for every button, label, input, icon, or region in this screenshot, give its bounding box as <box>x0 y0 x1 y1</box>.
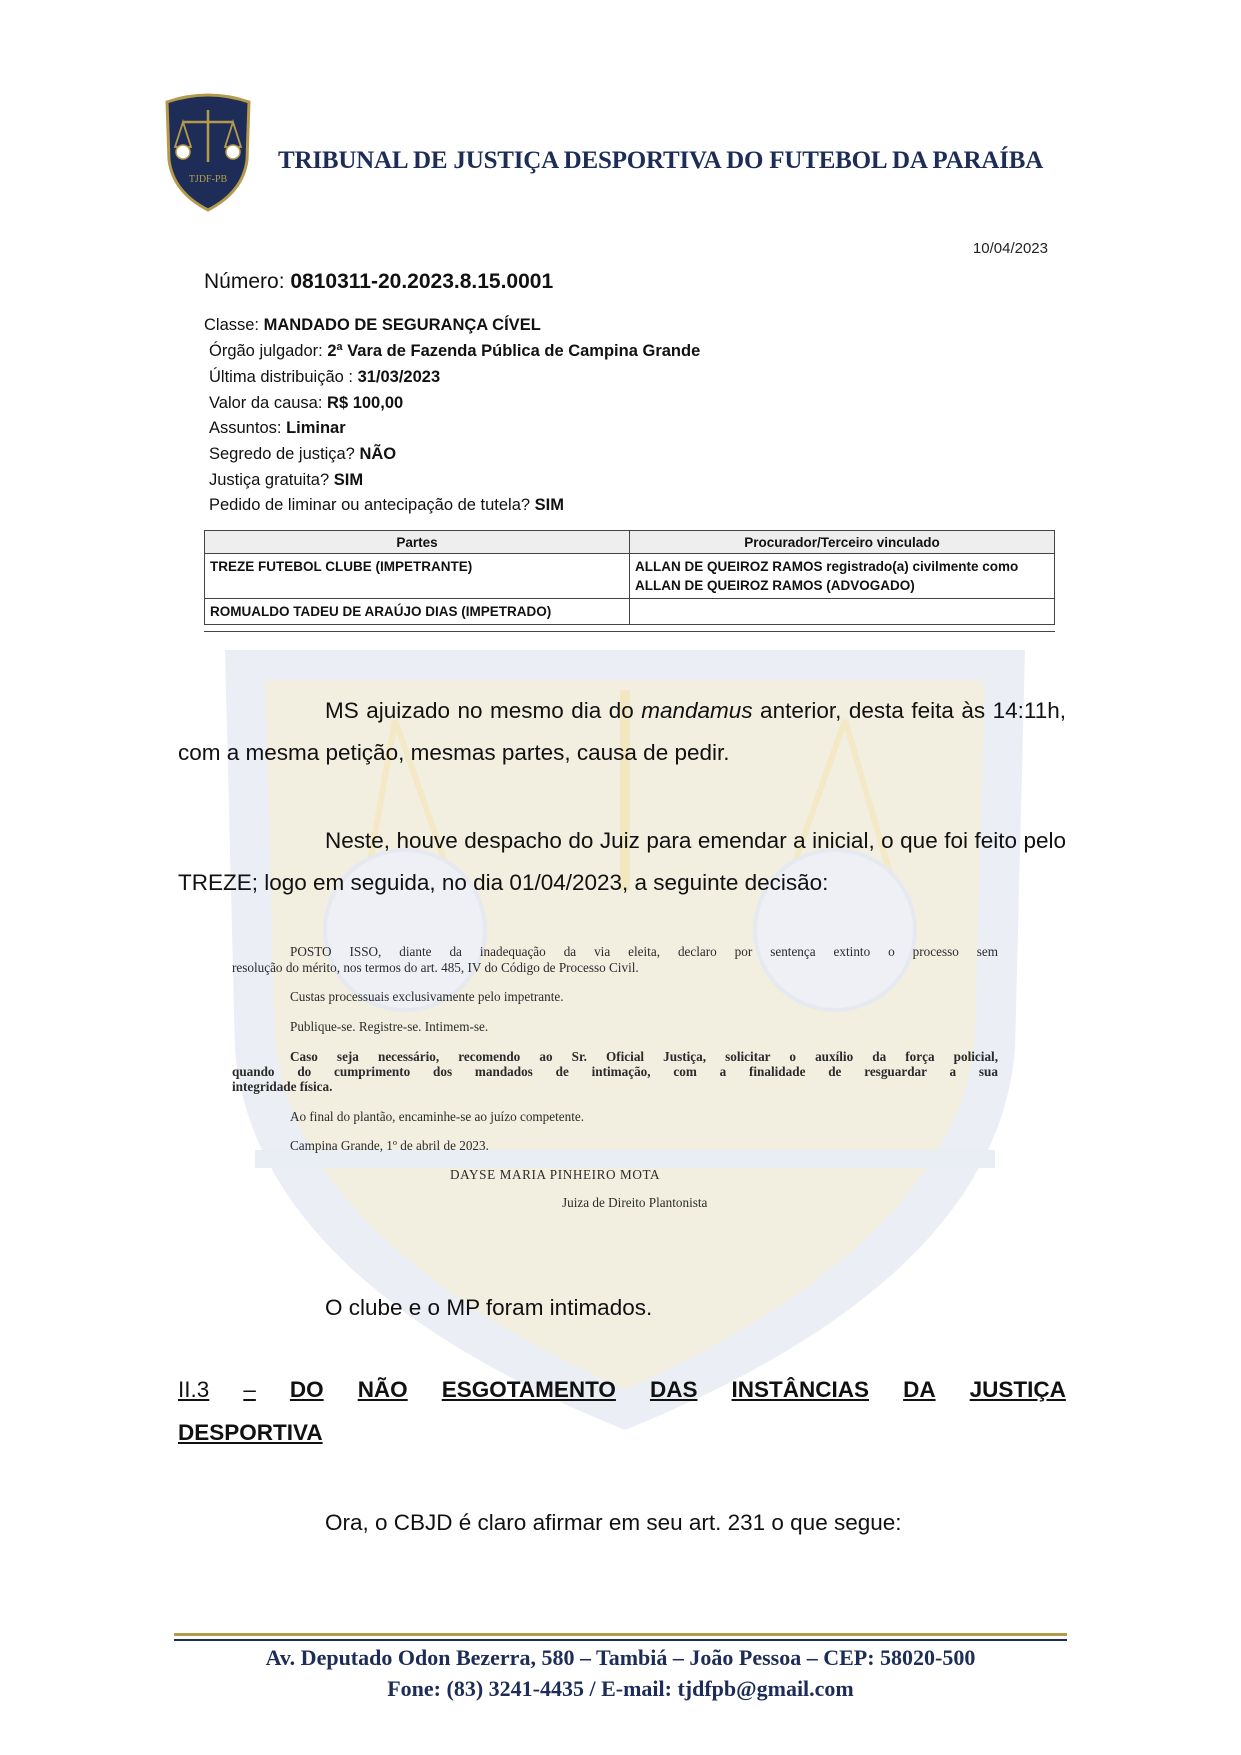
section-heading <box>178 1368 1066 1454</box>
paragraph-text: anterior, desta feita às 14:11h, com a mesma petição, mesmas partes, causa de pedir. <box>178 698 1066 765</box>
decision-line: Caso seja necessário, recomendo ao Sr. Oficial Justiça, solicitar o auxílio da força policial, <box>290 1049 998 1064</box>
footer-rule <box>174 1639 1067 1641</box>
paragraph-1 <box>178 690 1066 774</box>
judge-role: Juiza de Direito Plantonista <box>562 1195 708 1210</box>
field-distribuicao <box>209 368 440 387</box>
section-word: ESGOTAMENTO <box>441 1377 616 1402</box>
field-value: SIM <box>333 471 364 489</box>
section-number: II.3 <box>178 1377 210 1402</box>
case-number <box>204 270 553 294</box>
paragraph-italic: mandamus <box>641 698 753 723</box>
section-word: JUSTIÇA <box>969 1377 1066 1402</box>
field-value: 31/03/2023 <box>357 368 441 386</box>
section-dash: – <box>243 1377 256 1402</box>
table-cell: ROMUALDO TADEU DE ARAÚJO DIAS (IMPETRADO) <box>205 599 630 625</box>
field-value: 2ª Vara de Fazenda Pública de Campina Grande <box>327 342 701 360</box>
decision-line: quando do cumprimento dos mandados de intimação, com a finalidade de resguardar a sua <box>232 1064 998 1079</box>
field-label: Órgão julgador: <box>209 342 323 360</box>
field-orgao <box>209 342 700 361</box>
table-header: Procurador/Terceiro vinculado <box>630 531 1055 554</box>
table-header-row <box>205 531 1055 554</box>
paragraph-text: MS ajuizado no mesmo dia do <box>325 698 642 723</box>
table-cell: ALLAN DE QUEIROZ RAMOS registrado(a) civilmente como ALLAN DE QUEIROZ RAMOS (ADVOGADO) <box>630 554 1055 599</box>
field-liminar <box>209 496 564 515</box>
judge-name: DAYSE MARIA PINHEIRO MOTA <box>450 1167 661 1182</box>
table-cell: TREZE FUTEBOL CLUBE (IMPETRANTE) <box>205 554 630 599</box>
field-valor <box>209 394 403 413</box>
field-label: Última distribuição : <box>209 368 353 386</box>
section-word: DO <box>289 1377 324 1402</box>
print-date: 10/04/2023 <box>972 240 1048 257</box>
footer-contact: Fone: (83) 3241-4435 / E-mail: tjdfpb@gmail.com <box>387 1676 854 1701</box>
footer-rule <box>174 1633 1067 1636</box>
paragraph-2: Neste, houve despacho do Juiz para emendar a inicial, o que foi feito pelo TREZE; logo em seguida, no dia 01/04/2023, a seguinte decisão: <box>178 828 1066 895</box>
table-header: Partes <box>205 531 630 554</box>
table-cell <box>630 599 1055 625</box>
field-label: Classe: <box>204 316 260 334</box>
decision-image <box>228 942 1004 1212</box>
field-gratuita <box>209 471 363 490</box>
field-label: Valor da causa: <box>209 394 323 412</box>
table-row <box>205 599 1055 625</box>
tjdf-logo <box>163 92 253 212</box>
decision-line: POSTO ISSO, diante da inadequação da via eleita, declaro por sentença extinto o processo sem <box>290 944 998 959</box>
field-label: Justiça gratuita? <box>209 471 330 489</box>
field-value: Liminar <box>286 419 346 437</box>
section-word: DAS <box>649 1377 698 1402</box>
case-summary-image <box>196 236 1058 636</box>
field-label: Assuntos: <box>209 419 282 437</box>
section-word: NÃO <box>357 1377 408 1402</box>
field-value: R$ 100,00 <box>327 394 404 412</box>
section-word: DA <box>903 1377 936 1402</box>
field-value: NÃO <box>359 445 397 463</box>
parties-table <box>204 530 1055 625</box>
paragraph-4: Ora, o CBJD é claro afirmar em seu art. 231 o que segue: <box>325 1510 902 1535</box>
decision-line: resolução do mérito, nos termos do art. 485, IV do Código de Processo Civil. <box>232 960 639 975</box>
section-word: INSTÂNCIAS <box>731 1377 870 1402</box>
header-title: TRIBUNAL DE JUSTIÇA DESPORTIVA DO FUTEBOL DA PARAÍBA <box>278 147 1044 174</box>
field-value: SIM <box>534 496 564 514</box>
table-row <box>205 554 1055 599</box>
field-label: Pedido de liminar ou antecipação de tutela? <box>209 496 531 514</box>
paragraph-3: O clube e o MP foram intimados. <box>325 1295 653 1320</box>
decision-line: Publique-se. Registre-se. Intimem-se. <box>290 1019 489 1034</box>
decision-line: Ao final do plantão, encaminhe-se ao juízo competente. <box>290 1109 585 1124</box>
logo-text: TJDF-PB <box>188 174 228 185</box>
decision-line: Campina Grande, 1º de abril de 2023. <box>290 1138 489 1153</box>
section-title-line2: DESPORTIVA <box>178 1420 323 1445</box>
case-number-value: 0810311-20.2023.8.15.0001 <box>290 270 554 293</box>
footer-address: Av. Deputado Odon Bezerra, 580 – Tambiá – João Pessoa – CEP: 58020-500 <box>265 1645 976 1670</box>
decision-line: integridade física. <box>232 1079 333 1094</box>
field-label: Segredo de justiça? <box>209 445 355 463</box>
field-classe <box>204 316 541 335</box>
field-segredo <box>209 445 396 464</box>
table-cut-edge <box>204 631 1055 636</box>
decision-line: Custas processuais exclusivamente pelo impetrante. <box>290 989 564 1004</box>
field-assuntos <box>209 419 346 438</box>
field-value: MANDADO DE SEGURANÇA CÍVEL <box>263 316 541 334</box>
case-number-label: Número: <box>204 270 285 293</box>
